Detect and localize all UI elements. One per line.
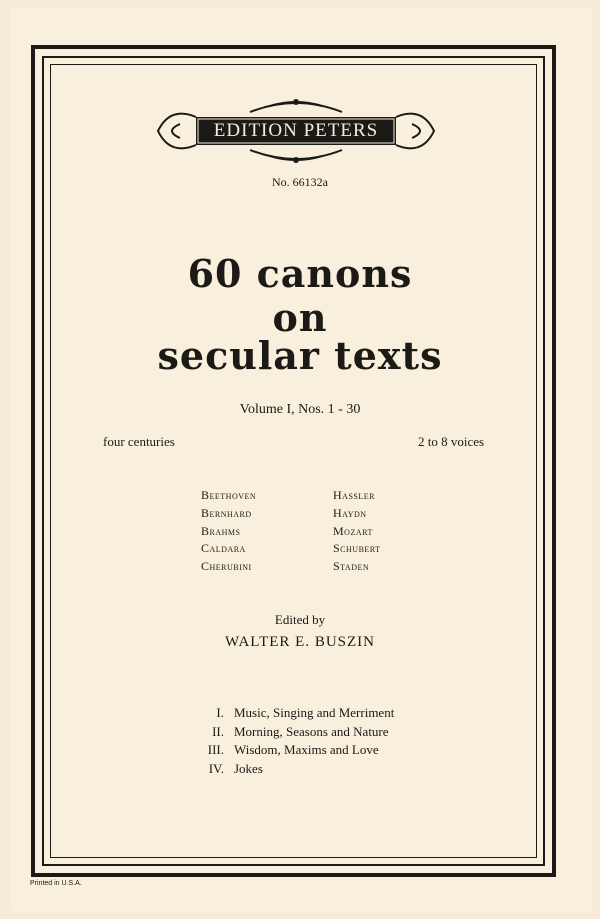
composer-name: Bernhard: [201, 505, 252, 520]
volume-label: Volume I, Nos. 1 - 30: [239, 402, 361, 417]
title-line-3: secular texts: [157, 333, 443, 378]
composer-name: Haydn: [333, 505, 367, 520]
list-item: [188, 760, 394, 779]
composer-name: Brahms: [201, 523, 241, 538]
list-item: [188, 741, 394, 760]
section-number: I.: [216, 705, 224, 720]
composer-name: Caldara: [201, 541, 246, 556]
editor-name: WALTER E. BUSZIN: [224, 634, 376, 650]
composer-name: Cherubini: [201, 559, 252, 574]
section-title: Music, Singing and Merriment: [234, 705, 395, 720]
catalog-number: No. 66132a: [272, 175, 328, 189]
section-title: Wisdom, Maxims and Love: [234, 742, 379, 757]
composer-name: Schubert: [333, 541, 381, 556]
composer-name: Staden: [333, 559, 370, 574]
voices-note: 2 to 8 voices: [418, 434, 485, 449]
section-number: III.: [207, 742, 224, 757]
title-line-2: on: [272, 295, 328, 340]
section-number: II.: [212, 723, 224, 739]
contents-list: [188, 704, 394, 778]
composer-name: Mozart: [333, 523, 373, 538]
publisher-name: EDITION PETERS: [213, 120, 379, 141]
section-title: Jokes: [234, 760, 263, 776]
list-item: [188, 704, 394, 723]
composers-column-2: [333, 487, 381, 576]
section-title: Morning, Seasons and Nature: [234, 723, 389, 739]
title-line-1: 60 canons: [187, 251, 413, 296]
edited-by-label: Edited by: [274, 612, 326, 627]
period-note: four centuries: [103, 434, 175, 449]
printed-in-note: Printed in U.S.A.: [30, 880, 82, 887]
section-number: IV.: [208, 760, 224, 776]
composer-name: Beethoven: [201, 488, 257, 502]
composers-column-1: [201, 487, 256, 576]
composer-name: Hassler: [333, 488, 375, 502]
list-item: [188, 723, 394, 742]
